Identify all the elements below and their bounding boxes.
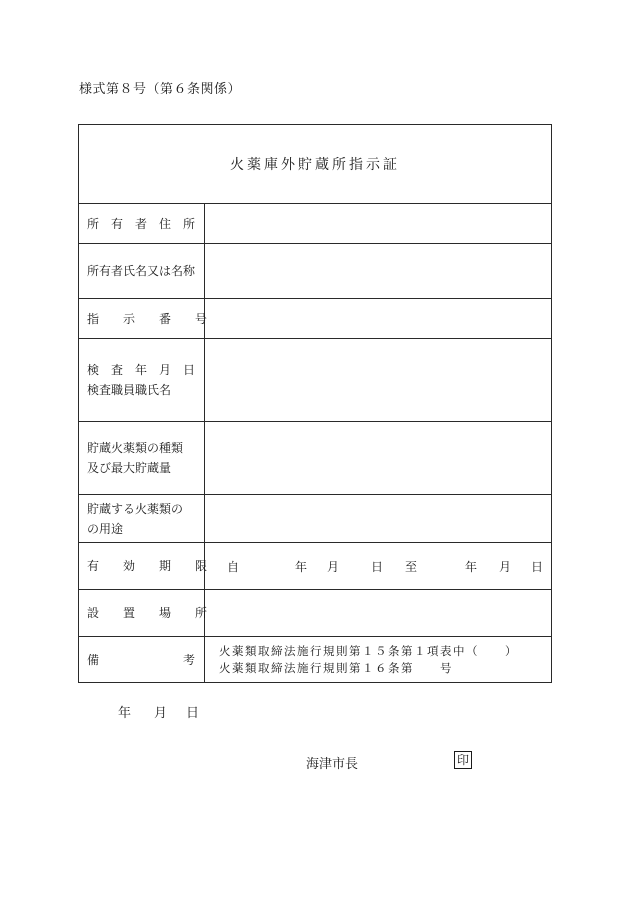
label-line: 設 置 場 所 — [87, 606, 208, 620]
label-line: 及び最大貯蔵量 — [87, 461, 172, 475]
row-remarks — [79, 637, 551, 682]
certificate-table — [78, 124, 552, 683]
value-location — [205, 590, 551, 636]
period-year-1: 年 — [295, 559, 308, 574]
label-line: 検 査 年 月 日 — [87, 363, 196, 377]
certificate-title: 火薬庫外貯蔵所指示証 — [230, 157, 400, 173]
period-day-1: 日 — [371, 559, 384, 574]
label-line: の用途 — [87, 521, 124, 536]
label-line: 有 効 期 限 — [87, 559, 208, 573]
period-month-1: 月 — [327, 559, 340, 574]
label-usage — [79, 495, 205, 542]
remarks-text — [219, 637, 547, 682]
value-instruction-number — [205, 299, 551, 338]
label-explosive-type — [79, 422, 205, 494]
label-line: 所 有 者 住 所 — [87, 216, 196, 231]
row-inspection — [79, 339, 551, 422]
remarks-line-1: 火薬類取締法施行規則第１５条第１項表中（ ） — [219, 643, 518, 658]
label-remarks — [79, 637, 205, 682]
label-line: 検査職員職氏名 — [87, 383, 172, 397]
row-owner-name — [79, 244, 551, 299]
row-validity — [79, 543, 551, 590]
row-explosive-type — [79, 422, 551, 495]
label-line: 貯蔵火薬類の種類 — [87, 441, 184, 455]
value-remarks — [205, 637, 551, 682]
value-usage — [205, 495, 551, 542]
period-to: 至 — [405, 559, 418, 574]
label-instruction-number — [79, 299, 208, 338]
issue-date-day: 日 — [186, 706, 200, 721]
certificate-title-row — [79, 125, 551, 204]
validity-period — [227, 543, 544, 589]
label-owner-address — [79, 204, 205, 243]
label-owner-name — [79, 244, 205, 298]
seal-mark: 印 — [454, 751, 472, 769]
issue-date-month: 月 — [154, 706, 168, 721]
label-line: 貯蔵する火薬類の — [87, 501, 184, 516]
value-validity — [205, 543, 551, 589]
label-location — [79, 590, 208, 636]
issue-date-year: 年 — [118, 706, 132, 721]
label-line: 所有者氏名又は名称 — [87, 264, 196, 278]
label-line: 備 考 — [87, 652, 196, 667]
label-inspection — [79, 339, 205, 421]
form-number: 様式第８号（第６条関係） — [79, 82, 242, 97]
value-explosive-type — [205, 422, 551, 494]
row-instruction-number — [79, 299, 551, 339]
issuer-name: 海津市長 — [306, 757, 359, 772]
label-line: 指 示 番 号 — [87, 311, 208, 326]
value-owner-address — [205, 204, 551, 243]
label-validity — [79, 543, 208, 589]
period-month-2: 月 — [499, 559, 512, 574]
period-from: 自 — [227, 559, 240, 574]
value-inspection — [205, 339, 551, 421]
period-year-2: 年 — [465, 559, 478, 574]
remarks-line-2: 火薬類取締法施行規則第１６条第 号 — [219, 660, 453, 675]
row-usage — [79, 495, 551, 543]
value-owner-name — [205, 244, 551, 298]
row-location — [79, 590, 551, 637]
period-day-2: 日 — [531, 559, 544, 574]
row-owner-address — [79, 204, 551, 244]
